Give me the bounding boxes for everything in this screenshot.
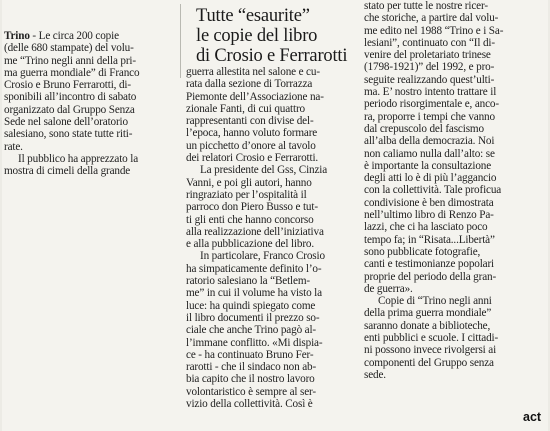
text-line: La presidente del Gss, Cinzia [200, 164, 328, 177]
text-line: ra, proporre i tempi che vanno [364, 110, 495, 123]
text-line: Crosio e Bruno Ferrarotti, di- [4, 79, 131, 92]
text-line: luce: ha quindi spiegato come [186, 299, 316, 312]
article-column-3 [364, 0, 548, 381]
headline-line: di Crosio e Ferrarotti [196, 46, 348, 66]
text-line: parroco don Piero Busso e tut- [186, 201, 318, 214]
text-line: Vanni, e poi gli autori, hanno [186, 176, 312, 189]
text-line: venire del proletariato trinese [364, 49, 491, 62]
text-line: zionale Fanti, di cui quattro [186, 102, 305, 115]
headline-line: Tutte “esaurite” [196, 6, 310, 26]
text-line: rappresentanti con divise del- [186, 115, 314, 128]
text-line: ma guerra mondiale” di Franco [4, 66, 140, 79]
text-line: e alla pubblicazione del libro. [186, 238, 314, 251]
text-line: canti e testimonianze popolari [364, 258, 495, 271]
text-line: lesiani”, continuato con “Il di- [364, 36, 495, 49]
text-line: nell’ultimo libro di Renzo Pa- [364, 209, 494, 222]
text-line: un picchetto d’onore al tavolo [186, 139, 316, 152]
text-line: sono pubblicate fotografie, [364, 245, 481, 258]
text-line: dei relatori Crosio e Ferrarotti. [186, 152, 319, 165]
text-line: mostra di cimeli della grande [4, 165, 131, 178]
text-line: vizio della collettività. Così è [186, 398, 313, 411]
text-line: Sede nel salone dell’oratorio [4, 116, 128, 129]
text-line: ti gli enti che hanno concorso [186, 213, 314, 226]
text-line: rate. [4, 140, 23, 153]
text-line: sede. [364, 368, 386, 381]
text-line: (delle 680 stampate) del volu- [4, 42, 134, 55]
text-line: l’immane conflitto. «Mi dispia- [186, 336, 323, 349]
article-column-1 [4, 30, 188, 178]
text-line: ciale che anche Trino pagò al- [186, 324, 317, 337]
text-line: enti pubblici e scuole. I cittadi- [364, 332, 499, 345]
text-line: dal crepuscolo del fascismo [364, 122, 484, 135]
article-column-2 [186, 66, 374, 410]
text-line: bia capito che il nostro lavoro [186, 373, 315, 386]
text-line [4, 30, 188, 42]
text-line: è importante la consultazione [364, 159, 492, 172]
text-line: non caliamo nulla dall’alto: se [364, 147, 495, 160]
text-line: stato per tutte le nostre ricer- [364, 0, 488, 12]
text-span: - Le circa 200 copie [29, 30, 119, 42]
text-line: con la collettività. Tale proficua [364, 184, 502, 197]
text-line: (1798-1921)” del 1992, e pro- [364, 61, 495, 74]
text-line: periodo risorgimentale e, anco- [364, 98, 499, 111]
text-line: me edito nel 1988 “Trino e i Sa- [364, 24, 504, 37]
headline-line: le copie del libro [196, 26, 318, 46]
text-line: all’alba della democrazia. Noi [364, 135, 495, 148]
text-line: condivisione è ben dimostrata [364, 196, 494, 209]
dateline-kicker: Trino [4, 30, 30, 42]
text-line: degli atti lo è di più l’aggancio [364, 172, 497, 185]
text-line: Piemonte dell’Associazione na- [186, 90, 324, 103]
text-line: organizzato dal Gruppo Senza [4, 103, 135, 116]
text-line: ma. E’ nostro intento trattare il [364, 86, 497, 99]
text-line: Copie di “Trino negli anni [378, 295, 492, 308]
text-line: alla realizzazione dell’iniziativa [186, 225, 324, 238]
text-line: volontaristico è sempre al ser- [186, 385, 316, 398]
text-line: ringraziato per l’ospitalità il [186, 188, 307, 201]
text-line: In particolare, Franco Crosio [200, 250, 325, 263]
text-line: l’epoca, hanno voluto formare [186, 127, 318, 140]
text-line: me “Trino negli anni della pri- [4, 54, 136, 67]
text-line: guerra allestita nel salone e cu- [186, 66, 320, 78]
text-line: ratorio salesiano la “Betlem- [186, 275, 310, 288]
text-line: seguite realizzando quest’ulti- [364, 73, 495, 86]
text-line: il libro documenti il prezzo so- [186, 311, 320, 324]
text-line: sponibili all’incontro di sabato [4, 91, 137, 104]
text-line: Il pubblico ha apprezzato la [18, 152, 139, 165]
text-line: ce - ha continuato Bruno Fer- [186, 348, 314, 361]
text-line: lazzi, che ci ha lasciato poco [364, 221, 488, 234]
text-line: tempo fa; in “Risata...Libertà” [364, 233, 495, 246]
text-line: della prima guerra mondiale” [364, 307, 492, 320]
text-line: me” in cui il volume ha visto la [186, 287, 322, 300]
text-line: che storiche, a partire dal volu- [364, 12, 499, 25]
text-line: salesiano, sono state tutte riti- [4, 128, 133, 141]
text-line: saranno donate a biblioteche, [364, 319, 491, 332]
text-line: componenti del Gruppo senza [364, 356, 494, 369]
text-line: proprie del periodo della gran- [364, 270, 497, 283]
text-line: de guerra». [364, 282, 413, 295]
text-line: ni possono invece rivolgersi ai [364, 344, 497, 357]
text-line: rata dalla sezione di Torrazza [186, 78, 313, 91]
text-line: ha simpaticamente definito l’o- [186, 262, 322, 275]
article-headline [196, 6, 386, 66]
author-signature: act [523, 410, 542, 424]
newspaper-clipping [2, 0, 548, 431]
text-line: rarotti - che il sindaco non ab- [186, 361, 317, 374]
